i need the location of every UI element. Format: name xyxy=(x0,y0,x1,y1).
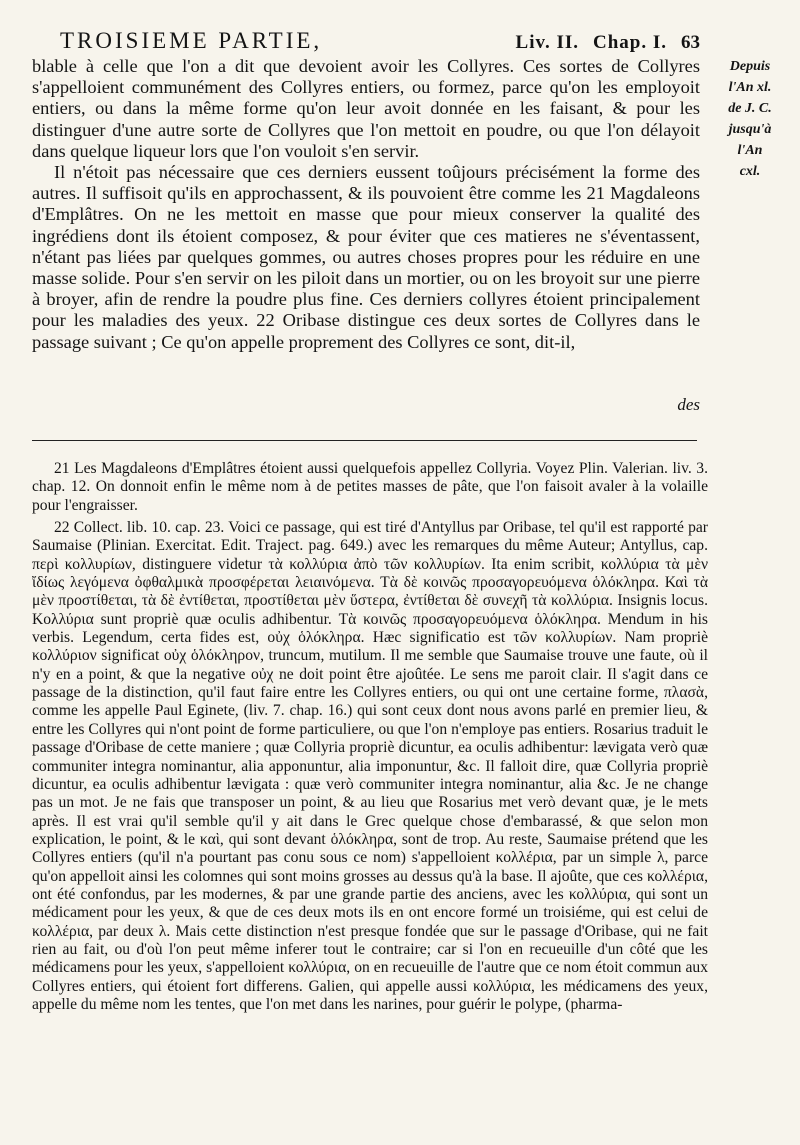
margin-line: l'An xyxy=(737,143,763,158)
paragraph-1: blable à celle que l'on a dit que devoient avoir les Collyres. Ces sortes de Collyres s'appelloient communément des Collyres entiers, ou formez, parce qu'on les employoit entiers, ou dans la même forme qu'on leur avoit donnée en les faisant, & pour les distinguer d'une autre sorte de Collyres que l'on mettoit en poudre, ou que l'on délayoit dans quelque liqueur lors que l'on vouloit s'en servir. xyxy=(32,56,700,161)
footnote-22: 22 Collect. lib. 10. cap. 23. Voici ce passage, qui est tiré d'Antyllus par Oribase, tel qu'il est rapporté par Saumaise (Plinian. Exercitat. Edit. Traject. pag. 649.) avec les remarques du même Auteur; Antyllus, cap. περὶ κολλυρίων, distinguere videtur τὰ κολλύρια ἀπὸ τῶν κολλυρίων. Ita enim scribit, κολλύρια τὰ μὲν ἴδίως λεγόμενα ὀφθαλμικὰ προσφέρεται λειαινόμενα. Τὰ δὲ κοινῶς προσαγορευόμενα ὁλόκληρα. Καὶ τὰ μὲν προστίθεται, τὰ δὲ ἐντίθεται, προστίθεται μὲν ὕστερα, ἐντίθεται δὲ συνεχῆ τὰ κολλύρια. Insignis locus. Κολλύρια sunt propriè quæ oculis adhibentur. Τὰ κοινῶς προσαγορευόμενα ὁλόκληρα. Mendum in his verbis. Legendum, certa fides est, οὐχ ὁλόκληρα. Hæc significatio est τῶν κολλυρίων. Nam propriè κολλύριον significat οὐχ ὁλόκληρον, truncum, mutilum. Il me semble que Saumaise trouve une faute, où il n'y en a point, & que la negative οὐχ ne doit point être ajoûtée. Le sens me paroit clair. Il s'agit dans ce passage de la distinction, qu'il faut faire entre les Collyres entiers, ou qui ont une certaine forme, πλασὰ, comme les appelle Paul Eginete, (liv. 7. chap. 16.) qui sont ceux dont nous avons parlé en premier lieu, & entre les Collyres qui n'ont point de forme particuliere, ou que l'on n'employe pas entiers. Rosarius traduit le passage d'Oribase de cette maniere ; quæ Collyria propriè dicuntur, ea oculis adhibentur: lævigata verò quæ communiter integra nominantur, alia apponuntur, alia imponuntur, &c. Il falloit dire, quæ Collyria propriè dicuntur, ea oculis adhibentur lævigata : quæ verò communiter integra nominantur, alia &c. Je ne change pas un mot. Je ne fais que transposer un point, & au lieu que Rosarius met verò devant quæ, je le mets après. Il est vrai qu'il semble qu'il y ait dans le Grec quelque chose d'embarassé, & que selon mon explication, le point, & le καὶ, qui sont devant ὁλόκληρα, sont de trop. Au reste, Saumaise prétend que les Collyres entiers (qu'il n'a pourtant pas conu sous ce nom) s'appelloient κολλέρια, par un simple λ, parce qu'on appelloit ainsi les colomnes qui sont moins grosses au dessus qu'à la base. Il ajoûte, que ces κολλέρια, ont été confondus, par les modernes, & par une grande partie des anciens, avec les κολλύρια, qui sont un médicament pour les yeux, & que de ces deux mots ils en ont encore formé un troisiéme, qui est celui de κολλέρια, par deux λ. Mais cette distinction n'est presque fondée que sur le passage d'Oribase, qui ne fait rien au fait, ou d'où l'on peut même inferer tout le contraire; car si l'on en recueuille d'un côté que les médicamens pour les yeux, s'appelloient κολλύρια, on en recueuille de l'autre que ce nom étoit commun aux Collyres entiers, qui étoient fort differens. Galien, qui appelle aussi κολλύρια, les médicamens des yeux, appelle du même nom les tentes, que l'on met dans les narines, pour guérir le polype, (pharma- xyxy=(32,519,708,1013)
margin-line: Depuis xyxy=(729,59,771,74)
main-text xyxy=(32,56,700,353)
footnote-21: 21 Les Magdaleons d'Emplâtres étoient aussi quelquefois appellez Collyria. Voyez Plin. Valerian. liv. 3. chap. 12. On donnoit enfin le même nom à de petites masses de pâte, que l'on faisoit avaler à la volaille pour l'engraisser. xyxy=(32,460,708,514)
margin-line: l'An xl. xyxy=(728,80,772,95)
book-number: Liv. II. xyxy=(515,32,579,53)
margin-date-note xyxy=(706,56,794,182)
footnote-rule xyxy=(32,440,697,441)
catchword: des xyxy=(677,395,700,414)
running-head-right xyxy=(516,32,700,54)
paragraph-2: Il n'étoit pas nécessaire que ces derniers eussent toûjours précisément la forme des autres. Il suffisoit qu'ils en approchassent, & ils pouvoient être comme les 21 Magdaleons d'Emplâtres. On ne les mettoit en masse que pour mieux conserver la qualité des ingrédiens dont ils étoient composez, & pour éviter que ces matieres ne s'éventassent, n'étant pas liées par quelques gommes, ou autres choses propres pour les réduire en une masse solide. Pour s'en servir on les piloit dans un mortier, ou on les broyoit sur une pierre à broyer, afin de rendre la poudre plus fine. Ces derniers collyres étoient principalement pour les maladies des yeux. 22 Oribase distingue ces deux sortes de Collyres dans le passage suivant ; Ce qu'on appelle proprement des Collyres ce sont, dit-il, xyxy=(32,162,700,352)
footnotes xyxy=(32,460,708,1014)
chapter-number: Chap. I. xyxy=(593,32,667,53)
margin-line: cxl. xyxy=(739,164,761,179)
running-head xyxy=(60,28,700,54)
margin-line: jusqu'à xyxy=(728,122,772,137)
page-number: 63 xyxy=(681,32,700,53)
margin-line: de J. C. xyxy=(728,101,772,116)
part-title: TROISIEME PARTIE, xyxy=(60,28,323,53)
